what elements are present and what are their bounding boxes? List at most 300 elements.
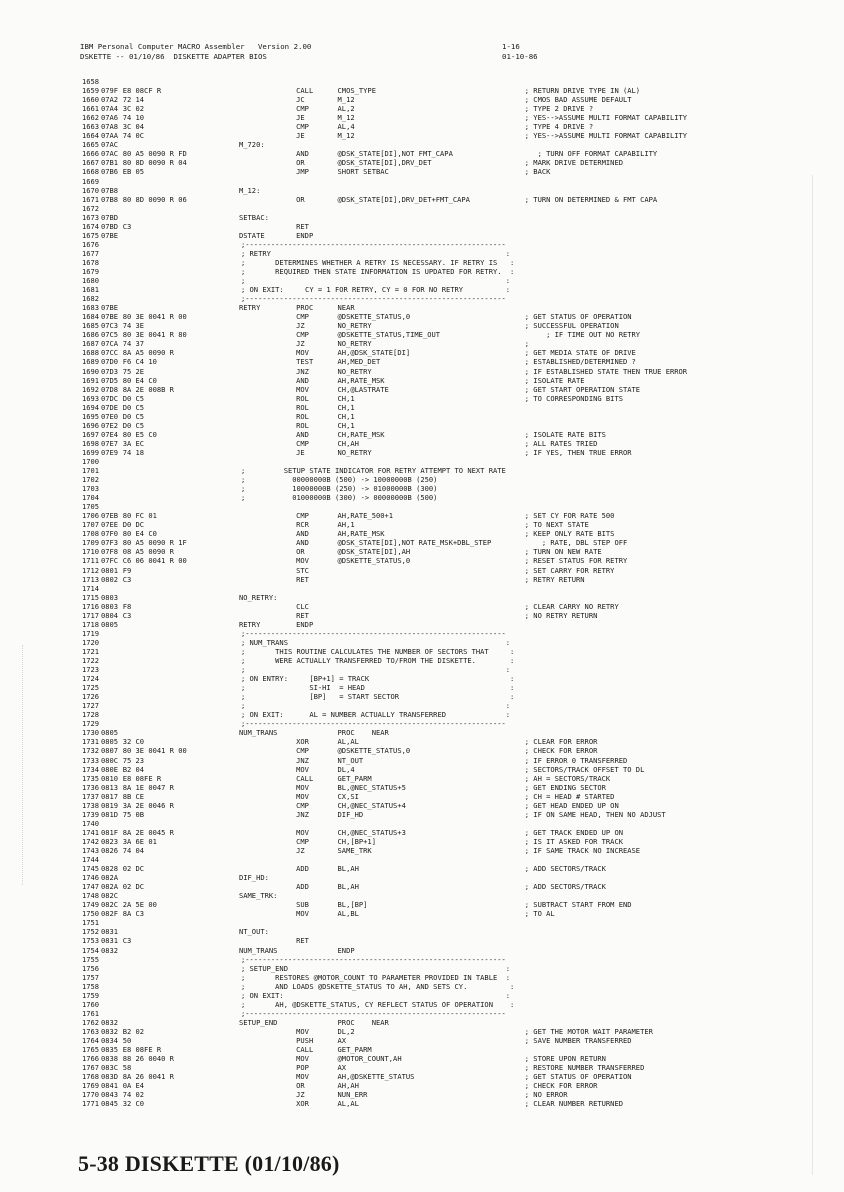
address <box>101 276 121 285</box>
comment-block: ;------------------------------------------------------------- <box>241 1008 506 1018</box>
label: NT_OUT: <box>238 927 269 937</box>
address: 07DE <box>101 402 119 412</box>
object-code <box>123 955 241 964</box>
binding-margin-mark <box>22 645 23 885</box>
comment <box>525 412 712 421</box>
listing-line <box>82 710 712 719</box>
line-number: 1700 <box>82 456 100 466</box>
listing-line <box>82 186 712 195</box>
mnemonic <box>296 891 337 900</box>
address: 0813 <box>101 782 119 792</box>
object-code: 58 <box>122 1063 132 1073</box>
object-code: 32 C0 <box>122 1099 145 1109</box>
operand: CH,RATE_MSK <box>337 429 385 439</box>
line-number: 1732 <box>82 746 100 756</box>
address: 083D <box>101 1072 119 1082</box>
comment-block: ; 10000000B (250) -> 01000000B (300) <box>241 484 438 494</box>
line-number: 1727 <box>82 701 100 711</box>
comment <box>525 936 712 945</box>
operand <box>338 602 525 611</box>
address: 0823 <box>101 836 119 846</box>
line-number: 1769 <box>82 1081 100 1091</box>
listing-line <box>82 167 712 176</box>
comment-block: ;------------------------------------------------------------- <box>241 628 506 638</box>
listing-line <box>82 204 712 213</box>
line-number: 1666 <box>82 149 100 159</box>
label <box>239 195 296 204</box>
object-code <box>123 140 239 149</box>
comment-block: ; SI-HI = HEAD : <box>241 683 515 693</box>
address: 0835 <box>101 1045 119 1055</box>
label: M_12: <box>238 185 261 195</box>
operand: @DSK_STATE[DI],NOT RATE_MSK+DBL_STEP <box>337 538 492 548</box>
label <box>239 385 296 394</box>
listing-line <box>82 367 712 376</box>
line-number: 1750 <box>82 909 100 919</box>
comment: ; CMOS BAD ASSUME DEFAULT <box>524 95 632 105</box>
listing-line <box>82 1072 712 1081</box>
listing-line <box>82 330 712 339</box>
comment <box>525 204 712 213</box>
operand: BL,[BP] <box>337 900 368 910</box>
comment <box>525 584 712 593</box>
address: 07BD <box>101 212 119 222</box>
listing-line <box>82 1099 712 1108</box>
label <box>239 330 296 339</box>
comment <box>525 946 712 955</box>
label <box>239 204 296 213</box>
label <box>239 104 296 113</box>
comment: ; CHECK FOR ERROR <box>524 746 598 756</box>
mnemonic: CMP <box>296 511 309 521</box>
operand <box>338 873 525 882</box>
object-code: 74 02 <box>122 1090 145 1100</box>
object-code: 75 0B <box>122 809 145 819</box>
mnemonic: AND <box>296 375 309 385</box>
address: 07E2 <box>101 420 119 430</box>
listing-line <box>82 620 712 629</box>
object-code <box>123 692 241 701</box>
address: 079F <box>101 86 119 96</box>
object-code: 74 3E <box>122 321 145 331</box>
object-code <box>123 946 239 955</box>
mnemonic: JE <box>296 131 305 141</box>
mnemonic <box>296 77 337 86</box>
label <box>239 1045 296 1054</box>
object-code: 8A 1E 0047 R <box>122 782 174 792</box>
line-number: 1687 <box>82 339 100 349</box>
mnemonic <box>296 855 337 864</box>
listing-line <box>82 122 712 131</box>
comment-block: ; SETUP_END : <box>241 963 511 973</box>
listing-line <box>82 421 712 430</box>
operand <box>338 457 525 466</box>
label <box>239 828 296 837</box>
operand <box>338 918 525 927</box>
object-code <box>123 927 239 936</box>
line-number: 1683 <box>82 303 100 313</box>
comment: ; SECTORS/TRACK OFFSET TO DL <box>524 764 645 774</box>
line-number: 1679 <box>82 266 100 276</box>
label <box>239 77 296 86</box>
line-number: 1761 <box>82 1008 100 1018</box>
address: 07F8 <box>101 547 119 557</box>
object-code <box>123 294 241 303</box>
label <box>239 394 296 403</box>
operand: CH,@NEC_STATUS+4 <box>337 800 406 810</box>
label <box>239 846 296 855</box>
address: 07E7 <box>101 438 119 448</box>
mnemonic: JNZ <box>296 755 309 765</box>
object-code <box>123 629 241 638</box>
header-line-2 <box>80 52 780 62</box>
line-number: 1737 <box>82 791 100 801</box>
line-number: 1739 <box>82 809 100 819</box>
listing-line <box>82 828 712 837</box>
comment-block: ; RETRY : <box>241 248 511 258</box>
listing-line <box>82 348 712 357</box>
object-code <box>123 593 239 602</box>
line-number: 1770 <box>82 1090 100 1100</box>
comment <box>525 213 712 222</box>
mnemonic: AND <box>296 529 309 539</box>
address <box>101 294 121 303</box>
object-code <box>123 647 241 656</box>
mnemonic: JNZ <box>296 809 309 819</box>
line-number: 1682 <box>82 294 100 304</box>
object-code <box>123 665 241 674</box>
line-number: 1720 <box>82 637 100 647</box>
address <box>101 204 121 213</box>
listing-line <box>82 394 712 403</box>
line-number: 1735 <box>82 773 100 783</box>
operand: NT_OUT <box>337 755 364 765</box>
label <box>239 95 296 104</box>
header-line-1 <box>80 42 780 52</box>
address: 081F <box>101 827 119 837</box>
operand: M_12 <box>337 95 355 105</box>
operand: AL,AL <box>337 737 359 747</box>
comment: ; CHECK FOR ERROR <box>524 1081 598 1091</box>
comment: ; NO ERROR <box>524 1090 568 1100</box>
operand: GET_PARM <box>337 1045 372 1055</box>
object-code <box>123 502 239 511</box>
listing-line <box>82 249 712 258</box>
operand: AX <box>337 1063 347 1073</box>
label <box>239 1054 296 1063</box>
listing-line <box>82 86 712 95</box>
object-code: 74 37 <box>122 339 145 349</box>
comment-block: ;------------------------------------------------------------- <box>241 719 506 729</box>
operand <box>338 186 525 195</box>
listing-line <box>82 774 712 783</box>
listing-line <box>82 502 712 511</box>
line-number: 1667 <box>82 158 100 168</box>
line-number: 1678 <box>82 257 100 267</box>
comment <box>525 140 712 149</box>
address <box>101 285 121 294</box>
label: NUM_TRANS <box>238 728 278 738</box>
operand: AH,RATE_500+1 <box>337 511 394 521</box>
object-code: 3A EC <box>122 438 145 448</box>
operand: @DSK_STATE[DI],NOT FMT_CAPA <box>337 149 453 159</box>
mnemonic: OR <box>296 194 305 204</box>
comment-block: ; AH, @DSKETTE_STATUS, CY REFLECT STATUS OF OPERATION : <box>241 999 515 1009</box>
mnemonic: OR <box>296 1081 305 1091</box>
address: 0819 <box>101 800 119 810</box>
address: 07E4 <box>101 429 119 439</box>
line-number: 1719 <box>82 628 100 638</box>
address <box>101 267 121 276</box>
line-number: 1701 <box>82 466 100 476</box>
comment-block: ; ON EXIT: : <box>241 990 511 1000</box>
address: 07C3 <box>101 321 119 331</box>
line-number: 1658 <box>82 77 100 86</box>
object-code: C3 <box>122 610 132 620</box>
line-number: 1751 <box>82 918 100 928</box>
label <box>239 737 296 746</box>
object-code <box>123 674 241 683</box>
mnemonic: TEST <box>296 357 314 367</box>
label <box>239 86 296 95</box>
listing-line <box>82 584 712 593</box>
label <box>239 783 296 792</box>
comment-block: ; THIS ROUTINE CALCULATES THE NUMBER OF SECTORS THAT : <box>241 646 515 656</box>
object-code: F6 C4 10 <box>122 357 157 367</box>
comment: ; CH = HEAD # STARTED <box>524 791 615 801</box>
object-code <box>123 484 241 493</box>
line-number: 1702 <box>82 475 100 485</box>
line-number: 1746 <box>82 873 100 883</box>
object-code: 80 3E 0041 R 80 <box>122 330 187 340</box>
comment <box>525 819 712 828</box>
line-number: 1731 <box>82 737 100 747</box>
comment <box>525 1045 712 1054</box>
address <box>101 240 121 249</box>
line-number: 1712 <box>82 565 100 575</box>
operand: AL,BL <box>337 909 359 919</box>
line-number: 1698 <box>82 438 100 448</box>
operand: CX,SI <box>337 791 359 801</box>
line-number: 1747 <box>82 882 100 892</box>
line-number: 1664 <box>82 131 100 141</box>
mnemonic: ROL <box>296 402 309 412</box>
object-code <box>123 819 239 828</box>
line-number: 1711 <box>82 556 100 566</box>
line-number: 1691 <box>82 375 100 385</box>
address: 07B8 <box>101 194 119 204</box>
address <box>101 502 121 511</box>
object-code <box>123 213 239 222</box>
label <box>239 765 296 774</box>
page-header <box>80 42 780 62</box>
listing-line <box>82 556 712 565</box>
line-number: 1730 <box>82 728 100 738</box>
mnemonic: MOV <box>296 556 309 566</box>
object-code <box>123 701 241 710</box>
listing-line <box>82 439 712 448</box>
listing-line <box>82 909 712 918</box>
listing-line <box>82 1036 712 1045</box>
listing-line <box>82 131 712 140</box>
label <box>239 1036 296 1045</box>
address <box>101 665 121 674</box>
line-number: 1675 <box>82 230 100 240</box>
label <box>239 122 296 131</box>
mnemonic: ENDP <box>296 230 314 240</box>
address: 07FC <box>101 556 119 566</box>
address: 0807 <box>101 746 119 756</box>
comment <box>525 891 712 900</box>
line-number: 1745 <box>82 864 100 874</box>
line-number: 1665 <box>82 140 100 150</box>
address <box>101 249 121 258</box>
line-number: 1668 <box>82 167 100 177</box>
address: 082C <box>101 891 119 901</box>
listing-date: 01-10-86 <box>502 52 538 61</box>
operand <box>338 936 525 945</box>
operand: NO_RETRY <box>337 339 372 349</box>
operand: CH,1 <box>337 402 355 412</box>
address: 07CC <box>101 348 119 358</box>
line-number: 1721 <box>82 646 100 656</box>
operand <box>338 891 525 900</box>
address: 07E9 <box>101 447 119 457</box>
object-code <box>123 719 241 728</box>
comment <box>525 186 712 195</box>
address: 07AA <box>101 131 119 141</box>
operand: @DSK_STATE[DI],AH <box>337 547 411 557</box>
address: 07C5 <box>101 330 119 340</box>
comment: ; IF ON SAME HEAD, THEN NO ADJUST <box>524 809 666 819</box>
listing-line <box>82 303 712 312</box>
mnemonic: CLC <box>296 601 309 611</box>
listing-line <box>82 1081 712 1090</box>
address: 083C <box>101 1063 119 1073</box>
operand: AH,RATE_MSK <box>337 529 385 539</box>
operand: CMOS_TYPE <box>337 86 376 96</box>
label <box>239 566 296 575</box>
line-number: 1767 <box>82 1063 100 1073</box>
line-number: 1715 <box>82 592 100 602</box>
comment: ; AH = SECTORS/TRACK <box>524 773 611 783</box>
line-number: 1708 <box>82 529 100 539</box>
label <box>239 520 296 529</box>
operand: NEAR <box>337 303 355 313</box>
object-code: E8 08FE R <box>122 1045 162 1055</box>
line-number: 1660 <box>82 95 100 105</box>
listing-line <box>82 258 712 267</box>
comment <box>525 918 712 927</box>
mnemonic: MOV <box>296 348 309 358</box>
line-number: 1754 <box>82 945 100 955</box>
label <box>239 339 296 348</box>
comment: ; MARK DRIVE DETERMINED <box>524 158 623 168</box>
mnemonic: ROL <box>296 393 309 403</box>
label <box>239 149 296 158</box>
comment: ; TURN OFF FORMAT CAPABILITY <box>524 149 658 159</box>
line-number: 1763 <box>82 1026 100 1036</box>
line-number: 1710 <box>82 547 100 557</box>
object-code <box>123 475 241 484</box>
mnemonic <box>296 728 337 737</box>
object-code: 02 DC <box>122 882 145 892</box>
address: 07A8 <box>101 122 119 132</box>
label <box>239 412 296 421</box>
object-code <box>123 457 239 466</box>
listing-line <box>82 493 712 502</box>
line-number: 1669 <box>82 176 100 186</box>
operand <box>338 819 525 828</box>
comment-block: ; DETERMINES WHETHER A RETRY IS NECESSARY. IF RETRY IS : <box>241 257 515 267</box>
address: 07D8 <box>101 384 119 394</box>
mnemonic: CMP <box>296 438 309 448</box>
object-code <box>123 584 239 593</box>
label <box>239 936 296 945</box>
label <box>239 457 296 466</box>
operand <box>338 502 525 511</box>
object-code: F9 <box>122 565 132 575</box>
object-code <box>123 683 241 692</box>
address: 0831 <box>101 936 119 946</box>
operand: NO_RETRY <box>337 366 372 376</box>
address <box>101 701 121 710</box>
object-code: D0 DC <box>122 520 145 530</box>
comment <box>525 457 712 466</box>
address <box>101 656 121 665</box>
label <box>239 575 296 584</box>
comment-block: ; WERE ACTUALLY TRANSFERRED TO/FROM THE DISKETTE. : <box>241 656 515 665</box>
address: 07D5 <box>101 375 119 385</box>
listing-line <box>82 294 712 303</box>
comment-block: ; ON ENTRY: [BP+1] = TRACK : <box>241 674 515 684</box>
line-number: 1771 <box>82 1099 100 1109</box>
listing-line <box>82 1000 712 1009</box>
address <box>101 683 121 692</box>
listing-line <box>82 566 712 575</box>
label <box>239 403 296 412</box>
label <box>239 421 296 430</box>
line-number: 1713 <box>82 574 100 584</box>
object-code <box>123 249 241 258</box>
address: 0817 <box>101 791 119 801</box>
operand <box>338 620 525 629</box>
mnemonic: MOV <box>296 384 309 394</box>
mnemonic: PROC <box>296 303 314 313</box>
address <box>101 1009 121 1018</box>
object-code: 80 3E 0041 R 00 <box>122 746 187 756</box>
operand <box>338 927 525 936</box>
operand: @DSKETTE_STATUS,0 <box>337 746 411 756</box>
listing-line <box>82 846 712 855</box>
module-title: DSKETTE -- 01/10/86 DISKETTE ADAPTER BIOS <box>80 52 267 61</box>
label: DIF_HD: <box>238 873 269 883</box>
comment: ; STORE UPON RETURN <box>524 1054 606 1064</box>
listing-line <box>82 1027 712 1036</box>
listing-line <box>82 656 712 665</box>
mnemonic: CALL <box>296 1045 314 1055</box>
address <box>101 647 121 656</box>
label <box>239 321 296 330</box>
operand: M_12 <box>337 113 355 123</box>
label <box>239 801 296 810</box>
object-code <box>123 991 241 1000</box>
label <box>239 158 296 167</box>
line-number: 1748 <box>82 891 100 901</box>
mnemonic: MOV <box>296 1026 309 1036</box>
comment: ; IF YES, THEN TRUE ERROR <box>524 447 632 457</box>
mnemonic: RET <box>296 610 309 620</box>
